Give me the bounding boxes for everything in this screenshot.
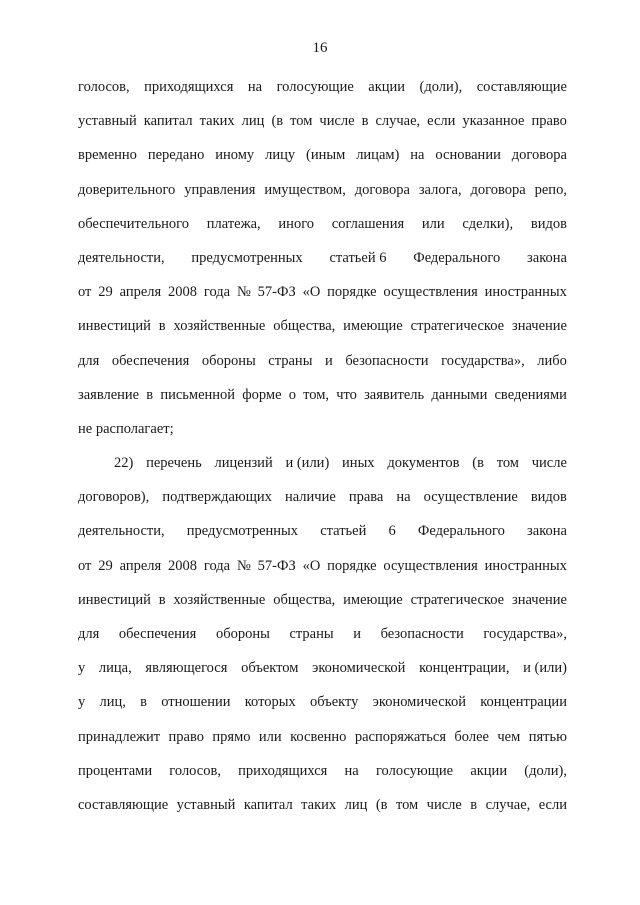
- word: порядке: [327, 557, 377, 574]
- word: статьей 6: [329, 249, 387, 266]
- word: государства»,: [441, 352, 525, 369]
- word: отношении: [161, 694, 231, 711]
- word: иностранных: [484, 284, 567, 301]
- word: Федерального: [413, 249, 501, 266]
- word: имуществом,: [264, 181, 346, 198]
- word: иных: [342, 455, 375, 472]
- word: и: [325, 352, 333, 369]
- word: апреля: [119, 284, 162, 301]
- word: случае,: [485, 796, 531, 813]
- word: (в: [375, 796, 388, 813]
- word: государства»,: [483, 626, 567, 642]
- word: числе: [426, 796, 462, 813]
- word: в: [361, 113, 369, 130]
- text-line: [78, 74, 567, 108]
- word: указанное: [462, 113, 525, 130]
- word: лицу: [265, 147, 296, 164]
- text-line: [78, 724, 567, 758]
- text-line: [78, 416, 567, 450]
- word: принадлежит: [78, 728, 161, 745]
- word: «О: [302, 557, 321, 574]
- word: страны: [268, 352, 313, 369]
- word: лиц,: [99, 694, 126, 711]
- word: акции: [470, 762, 508, 779]
- word: на: [396, 489, 411, 506]
- word: закона: [527, 249, 567, 266]
- word: голосов,: [169, 762, 221, 779]
- text-line: [78, 211, 567, 245]
- word: стратегическое: [410, 318, 505, 335]
- word: от: [78, 284, 92, 301]
- word: лиц: [241, 113, 265, 130]
- word: лицам): [356, 147, 400, 164]
- page-number: 16: [312, 40, 328, 56]
- word: сделки),: [462, 215, 514, 232]
- word: осуществление: [423, 489, 518, 506]
- word: письменной: [160, 386, 236, 403]
- word: 29: [98, 284, 113, 301]
- word: голосующие: [276, 79, 354, 95]
- word: платежа,: [206, 215, 261, 232]
- word: договоров),: [78, 489, 150, 506]
- word: форме: [242, 386, 282, 403]
- word: иному: [215, 147, 255, 164]
- word: безопасности: [345, 352, 429, 369]
- word: капитал: [143, 113, 193, 130]
- word: лица,: [98, 660, 132, 677]
- word: и (или): [285, 455, 330, 472]
- word: концентрации: [480, 694, 567, 711]
- word: видов: [530, 489, 567, 506]
- word: залога,: [418, 181, 462, 198]
- text-line: [78, 587, 567, 621]
- text-line: [78, 108, 567, 142]
- text-line: [78, 553, 567, 587]
- word: составляющие: [476, 79, 567, 95]
- word: сведениями: [494, 386, 567, 403]
- word: инвестиций: [78, 318, 151, 335]
- word: года: [203, 557, 231, 574]
- word: капитал: [243, 796, 293, 813]
- word: составляющие: [78, 796, 169, 813]
- word: что: [336, 386, 357, 403]
- word: наличие: [284, 489, 336, 506]
- word: том,: [303, 386, 330, 403]
- word: экономической: [372, 694, 466, 711]
- word: апреля: [119, 557, 162, 574]
- word: в: [158, 318, 166, 335]
- text-line: [78, 313, 567, 347]
- word: права: [348, 489, 384, 506]
- word: безопасности: [380, 626, 464, 642]
- word: акции: [368, 79, 406, 95]
- word: прямо: [212, 728, 251, 745]
- word: чем: [497, 728, 521, 745]
- word: лицензий: [214, 455, 273, 472]
- word: предусмотренных: [186, 523, 299, 540]
- word: концентрации,: [419, 660, 510, 677]
- word: пятью: [528, 728, 567, 745]
- word: репо,: [534, 181, 567, 198]
- word: экономической: [312, 660, 406, 677]
- word: уставный: [78, 113, 137, 130]
- word: если: [427, 113, 456, 130]
- word: обороны: [201, 352, 256, 369]
- word: значение: [511, 591, 567, 608]
- word: в: [470, 796, 478, 813]
- text-line: [78, 655, 567, 689]
- word: объектом: [241, 660, 299, 677]
- word: для: [78, 352, 100, 369]
- text-line: [78, 279, 567, 313]
- word: предусмотренных: [191, 249, 303, 266]
- word: или: [421, 215, 445, 232]
- word: лиц: [344, 796, 368, 813]
- word: передано: [147, 147, 205, 164]
- word: на: [247, 79, 263, 95]
- text-line: [78, 792, 567, 826]
- word: «О: [302, 284, 321, 301]
- word: либо: [537, 352, 567, 369]
- word: значение: [511, 318, 567, 335]
- word: (доли),: [419, 79, 463, 95]
- word: косвенно: [290, 728, 347, 745]
- word: обеспечительного: [78, 215, 190, 232]
- word: том: [290, 113, 313, 130]
- text-line: [78, 621, 567, 655]
- word: более: [454, 728, 489, 745]
- word: (доли),: [524, 762, 567, 779]
- word: уставный: [176, 796, 236, 813]
- word: подтверждающих: [162, 489, 272, 506]
- word: общества,: [273, 318, 336, 335]
- word: имеющие: [343, 591, 403, 608]
- word: голосующие: [375, 762, 454, 779]
- text-line: [78, 484, 567, 518]
- text-line: [78, 245, 567, 279]
- word: заявитель: [364, 386, 425, 403]
- text-line: [78, 758, 567, 792]
- word: года: [203, 284, 231, 301]
- word: 29: [98, 557, 113, 574]
- word: том: [496, 455, 519, 472]
- word: управления: [184, 181, 256, 198]
- word: временно: [78, 147, 137, 164]
- word: (иным: [306, 147, 346, 164]
- word: страны: [289, 626, 334, 642]
- word: случае,: [375, 113, 421, 130]
- text-line: [78, 177, 567, 211]
- word: том: [395, 796, 419, 813]
- word: у: [78, 694, 86, 711]
- word: договора: [470, 181, 526, 198]
- word: порядке: [327, 284, 377, 301]
- word: голосов,: [78, 79, 130, 95]
- word: право: [168, 728, 204, 745]
- word: закона: [527, 523, 567, 540]
- word: хозяйственные: [173, 591, 266, 608]
- word: инвестиций: [78, 591, 151, 608]
- word: договора: [511, 147, 567, 164]
- word: 57-ФЗ: [257, 557, 296, 574]
- word: о: [288, 386, 296, 403]
- word: обеспечения: [118, 626, 197, 642]
- word: от: [78, 557, 92, 574]
- word: данными: [431, 386, 488, 403]
- word: стратегическое: [410, 591, 505, 608]
- word: деятельности,: [78, 523, 165, 540]
- word: таких: [199, 113, 235, 130]
- word: перечень: [146, 455, 202, 472]
- word: обороны: [215, 626, 270, 642]
- word: или: [258, 728, 282, 745]
- text-line: [78, 518, 567, 552]
- word: в: [146, 386, 154, 403]
- word: на: [410, 147, 425, 164]
- word: осуществления: [383, 284, 478, 301]
- word: основании: [435, 147, 501, 164]
- word: договора: [354, 181, 410, 198]
- word: у: [78, 660, 86, 677]
- word: числе: [531, 455, 567, 472]
- word: в: [158, 591, 166, 608]
- word: процентами: [78, 762, 153, 779]
- word: если: [538, 796, 567, 813]
- word: Федерального: [417, 523, 505, 540]
- word: общества,: [273, 591, 336, 608]
- word: 6: [388, 523, 396, 540]
- word: 57-ФЗ: [257, 284, 296, 301]
- document-body: [78, 74, 567, 826]
- word: приходящихся: [238, 762, 328, 779]
- text-line: [78, 348, 567, 382]
- word: заявление: [78, 386, 140, 403]
- word: 2008: [168, 284, 198, 301]
- word: осуществления: [383, 557, 478, 574]
- text-line: [78, 450, 567, 484]
- word: 22): [114, 455, 134, 472]
- word: видов: [530, 215, 567, 232]
- word: №: [236, 284, 251, 301]
- word: и: [353, 626, 361, 642]
- word: №: [236, 557, 251, 574]
- word: обеспечения: [111, 352, 190, 369]
- word: (в: [472, 455, 484, 472]
- word: документов: [387, 455, 460, 472]
- word: числе: [319, 113, 355, 130]
- text-line: [78, 382, 567, 416]
- word: на: [344, 762, 359, 779]
- word: которых: [244, 694, 296, 711]
- word: распоряжаться: [354, 728, 447, 745]
- word: статьей: [320, 523, 367, 540]
- word: не располагает;: [78, 420, 174, 437]
- text-line: [78, 142, 567, 176]
- word: для: [78, 626, 100, 642]
- word: хозяйственные: [173, 318, 266, 335]
- word: в: [140, 694, 147, 711]
- word: иностранных: [484, 557, 567, 574]
- text-line: [78, 689, 567, 723]
- word: являющегося: [145, 660, 228, 677]
- word: право: [531, 113, 567, 130]
- word: приходящихся: [144, 79, 234, 95]
- word: (в: [271, 113, 284, 130]
- word: соглашения: [331, 215, 405, 232]
- word: иного: [278, 215, 315, 232]
- word: деятельности,: [78, 249, 165, 266]
- word: доверительного: [78, 181, 176, 198]
- word: таких: [301, 796, 337, 813]
- word: имеющие: [343, 318, 403, 335]
- word: объекту: [309, 694, 359, 711]
- word: и (или): [523, 660, 567, 677]
- word: 2008: [168, 557, 198, 574]
